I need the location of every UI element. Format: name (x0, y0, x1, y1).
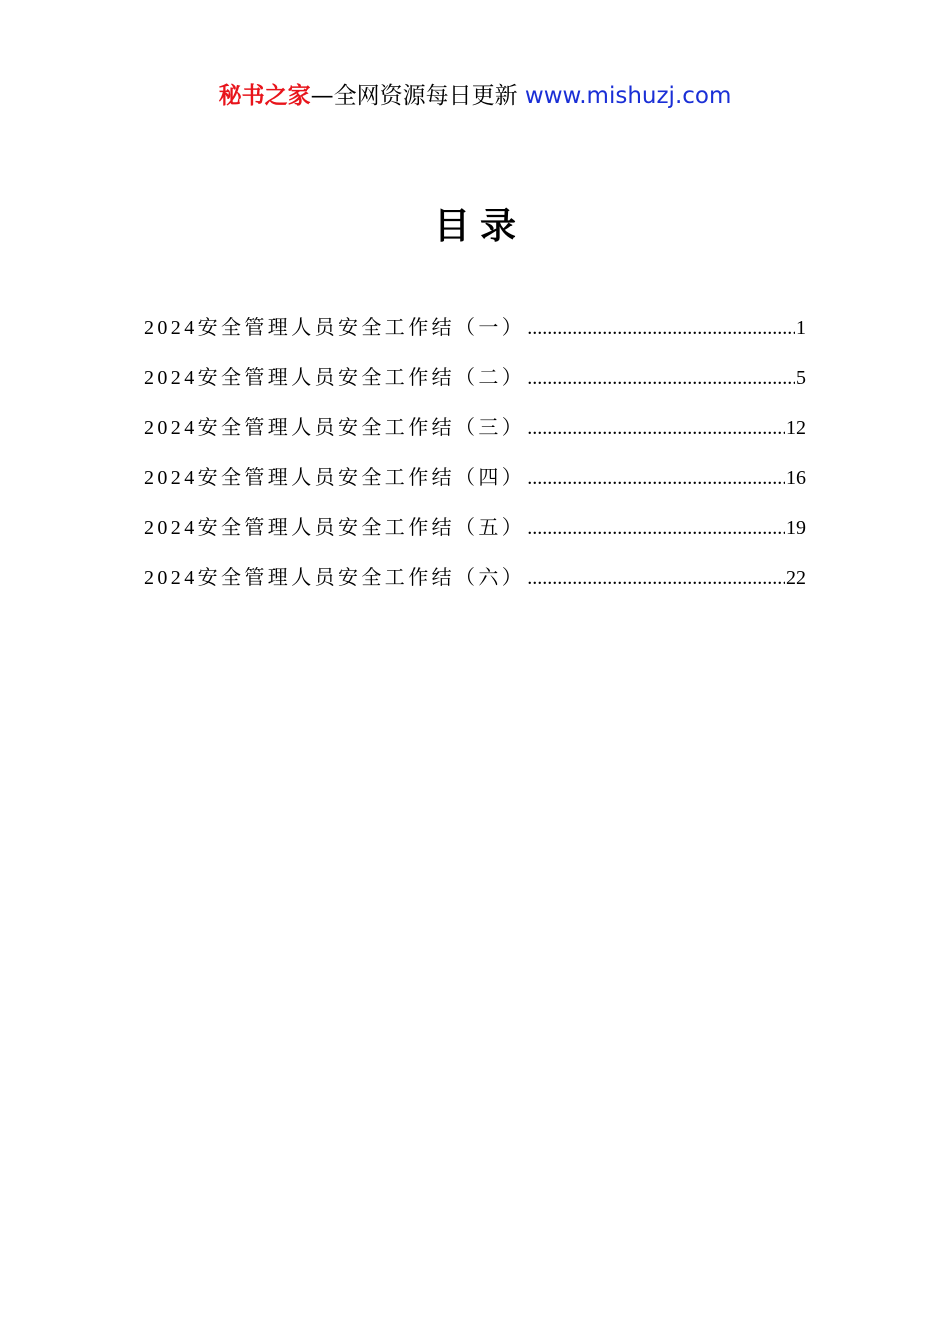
toc-entry-title: 2024安全管理人员安全工作结（一） (144, 317, 526, 339)
toc-entry-title: 2024安全管理人员安全工作结（五） (144, 517, 526, 539)
toc-entry-title: 2024安全管理人员安全工作结（六） (144, 567, 526, 589)
toc-entry-title: 2024安全管理人员安全工作结（四） (144, 467, 526, 489)
toc-page-number: 5 (796, 367, 806, 389)
toc-page-number: 16 (786, 467, 806, 489)
table-of-contents (144, 312, 806, 612)
toc-dot-leader (527, 512, 785, 544)
toc-page-number: 12 (786, 417, 806, 439)
page-title: 目录 (433, 205, 526, 247)
toc-entry[interactable] (144, 462, 806, 512)
toc-dot-leader (527, 562, 785, 594)
toc-dot-leader (527, 362, 795, 394)
site-url-link[interactable]: www.mishuzj.com (524, 83, 732, 109)
toc-dot-leader (527, 412, 785, 444)
toc-entry[interactable] (144, 362, 806, 412)
toc-entry[interactable] (144, 312, 806, 362)
toc-dot-leader (527, 312, 795, 344)
site-brand: 秘书之家 (218, 83, 311, 109)
site-tagline: —全网资源每日更新 (310, 83, 518, 109)
site-header (0, 80, 950, 112)
toc-dot-leader (527, 462, 785, 494)
toc-page-number: 22 (786, 567, 806, 589)
toc-entry-title: 2024安全管理人员安全工作结（二） (144, 367, 526, 389)
toc-page-number: 19 (786, 517, 806, 539)
toc-entry[interactable] (144, 562, 806, 612)
toc-entry[interactable] (144, 412, 806, 462)
toc-entry[interactable] (144, 512, 806, 562)
toc-page-number: 1 (796, 317, 806, 339)
toc-entry-title: 2024安全管理人员安全工作结（三） (144, 417, 526, 439)
